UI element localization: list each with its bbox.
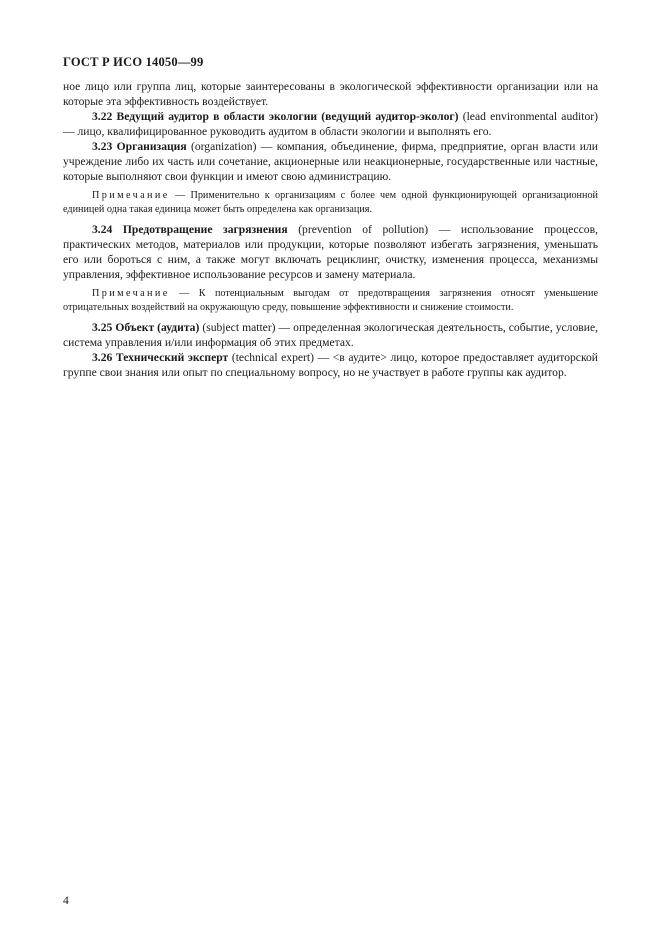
term-3-24 xyxy=(63,222,598,282)
continuation-paragraph: ное лицо или группа лиц, которые заинтересованы в экологической эффективности организации или на которые эта эффективность воздействует. xyxy=(63,80,598,108)
term-definition: (technical expert) — <в аудите> лицо, которое предоставляет аудиторской группе свои знания или опыт по специальному вопросу, но не участвует в работе группы как аудитор. xyxy=(63,351,598,379)
note-label: Примечание xyxy=(92,190,170,201)
term-3-26 xyxy=(63,350,598,380)
term-3-25 xyxy=(63,320,598,350)
term-definition: (prevention of pollution) — использование процессов, практических методов, материалов или продукции, которые позволяют избегать загрязнения, уменьшать его или бороться с ним, а также могут включать рециклинг, очистку, изменения процесса, механизмы управления, эффективное использование ресурсов и замену материала. xyxy=(63,223,598,281)
term-name: Ведущий аудитор в области экологии (ведущий аудитор-эколог) xyxy=(116,110,459,123)
note-1 xyxy=(63,189,598,217)
document-body xyxy=(63,79,598,380)
term-definition: (subject matter) — определенная экологическая деятельность, событие, условие, система управления и/или информация об этих предметах. xyxy=(63,321,598,349)
term-3-23 xyxy=(63,139,598,184)
page-number: 4 xyxy=(63,894,69,907)
note-text: — К потенциальным выгодам от предотвращения загрязнения относят уменьшение отрицательных воздействий на окружающую среду, повышение эффективности и снижение стоимости. xyxy=(63,288,598,313)
term-number: 3.22 xyxy=(92,110,113,123)
term-name: Объект (аудита) xyxy=(115,321,200,334)
note-2 xyxy=(63,287,598,315)
term-number: 3.26 xyxy=(92,351,113,364)
term-name: Технический эксперт xyxy=(115,351,229,364)
term-name: Организация xyxy=(116,140,187,153)
term-3-22 xyxy=(63,109,598,139)
term-definition: (organization) — компания, объединение, фирма, предприятие, орган власти или учреждение либо их часть или сочетание, акционерные или неакционерные, государственные или частные, которые выполняют свои функции и имеют свою администрацию. xyxy=(63,140,598,183)
term-number: 3.23 xyxy=(92,140,113,153)
document-header: ГОСТ Р ИСО 14050—99 xyxy=(63,55,204,69)
term-name: Предотвращение загрязнения xyxy=(122,223,288,236)
term-number: 3.25 xyxy=(92,321,113,334)
term-number: 3.24 xyxy=(92,223,113,236)
term-definition: (lead environmental auditor) — лицо, квалифицированное руководить аудитом в области экологии и выполнять его. xyxy=(63,110,599,138)
note-text: — Применительно к организациям с более чем одной функционирующей организационной единицей одна такая единица может быть определена как организация. xyxy=(63,190,598,215)
note-label: Примечание xyxy=(92,288,170,299)
